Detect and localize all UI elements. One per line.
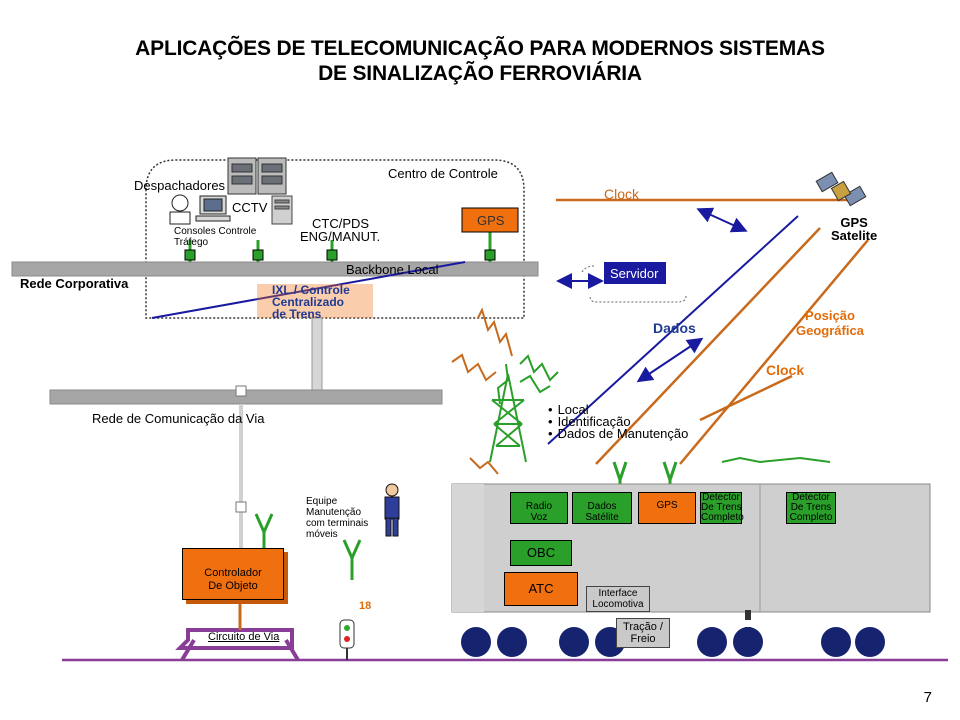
despachadores-label: Despachadores [134, 178, 226, 193]
bullet-local: • Local [548, 404, 688, 416]
rede-corporativa-bar [12, 262, 538, 276]
posicao-line2: Geográfica [796, 323, 864, 338]
controlador-line2: De Objeto [208, 580, 258, 592]
equipe-line4: móveis [306, 529, 338, 540]
radio-bullets [548, 404, 688, 440]
signal-icon [340, 620, 354, 660]
signal-number: 18 [359, 600, 372, 612]
atc-label: ATC [528, 581, 554, 596]
detector-a-line1: Detector [702, 492, 740, 503]
gps-train-label: GPS [656, 500, 678, 511]
radio-voz-box [510, 492, 568, 524]
interface-box [586, 586, 650, 612]
radio-link-green-a [520, 356, 558, 380]
radio-link-green-b [520, 376, 550, 392]
wayside-tower [490, 374, 526, 462]
slide-title-line2: DE SINALIZAÇÃO FERROVIÁRIA [318, 62, 642, 85]
radio-line1: Radio [525, 501, 553, 512]
servidor-label: Servidor [610, 266, 659, 281]
consoles-line2: Tráfego [174, 237, 209, 248]
tracao-box [616, 618, 670, 648]
train-green-link [722, 458, 830, 462]
dados-sat-line1: Dados [587, 501, 617, 512]
obc-box [510, 540, 572, 566]
ctc-server [272, 196, 292, 224]
detector-b-line3: Completo [789, 512, 833, 523]
atc-box [504, 572, 578, 606]
radio-link-orange-b [452, 355, 496, 380]
ctc-line1: CTC/PDS [312, 216, 370, 231]
gps-control-label: GPS [477, 213, 505, 228]
clock-mid-label: Clock [766, 362, 805, 378]
circuito-label: Circuito de Via [208, 631, 280, 643]
tracao-line2: Freio [630, 633, 656, 645]
dispatcher-consoles [228, 158, 286, 194]
ixl-line2: Centralizado [272, 295, 345, 309]
controlador-line1: Controlador [204, 567, 262, 579]
interface-line2: Locomotiva [592, 599, 644, 610]
ctc-line2: ENG/MANUT. [300, 229, 381, 244]
consoles-label [174, 226, 256, 248]
dados-label: Dados [653, 320, 696, 336]
radio-link-orange-a [478, 310, 512, 356]
detector-a-line2: De Trens [701, 502, 742, 513]
control-center-title: Centro de Controle [388, 166, 498, 181]
posicao-label [796, 308, 864, 338]
radio-line2: Voz [530, 512, 548, 523]
ixl-line1: IXL / Controle [272, 283, 350, 297]
backbone-label: Backbone Local [346, 262, 439, 277]
bullet-identificacao: • Identificação [548, 416, 688, 428]
equipe-line2: Manutenção [306, 507, 362, 518]
gps-sat-line1: GPS [840, 215, 868, 230]
equipe-line1: Equipe [306, 496, 338, 507]
link-navy-mid [640, 340, 700, 380]
detector-b-line2: De Trens [790, 502, 832, 513]
ixl-line3: de Trens [272, 307, 322, 321]
tracao-line1: Tração / [623, 621, 663, 633]
slide-title-line1: APLICAÇÕES DE TELECOMUNICAÇÃO PARA MODERNOS SISTEMAS [135, 37, 825, 60]
interface-line1: Interface [598, 588, 638, 599]
consoles-line1: Consoles Controle [174, 226, 257, 237]
cctv-label: CCTV [232, 200, 268, 215]
clock-top-label: Clock [604, 186, 640, 202]
link-orange-to-train [680, 240, 868, 464]
detector-a-box [700, 492, 742, 524]
bullet-dados-manutencao: • Dados de Manutenção [548, 428, 688, 440]
link-orange-clock [700, 376, 792, 420]
dados-sat-line2: Satélite [585, 512, 619, 523]
gps-satellite-label [831, 216, 877, 242]
detector-b-box [786, 492, 836, 524]
gps-train-box [638, 492, 696, 524]
ixl-drop [312, 318, 322, 390]
link-orange-zigzag [470, 458, 498, 474]
equipe-label [306, 496, 368, 540]
controlador-box [182, 548, 284, 600]
posicao-line1: Posição [805, 308, 855, 323]
gps-sat-line2: Satelite [831, 228, 878, 243]
maintenance-worker-icon [385, 484, 399, 536]
equipe-line3: com terminais [306, 518, 369, 529]
detector-a-line3: Completo [701, 512, 744, 523]
obc-label: OBC [526, 545, 556, 560]
ctc-label [300, 217, 380, 243]
dados-satelite-box [572, 492, 632, 524]
rede-via-label: Rede de Comunicação da Via [92, 411, 265, 426]
train-wheels [461, 627, 885, 657]
cctv-operator [170, 195, 230, 224]
page-number: 7 [923, 689, 932, 706]
rede-corporativa-label: Rede Corporativa [20, 276, 129, 291]
ixl-label [272, 284, 350, 320]
detector-b-line1: Detector [792, 492, 830, 503]
